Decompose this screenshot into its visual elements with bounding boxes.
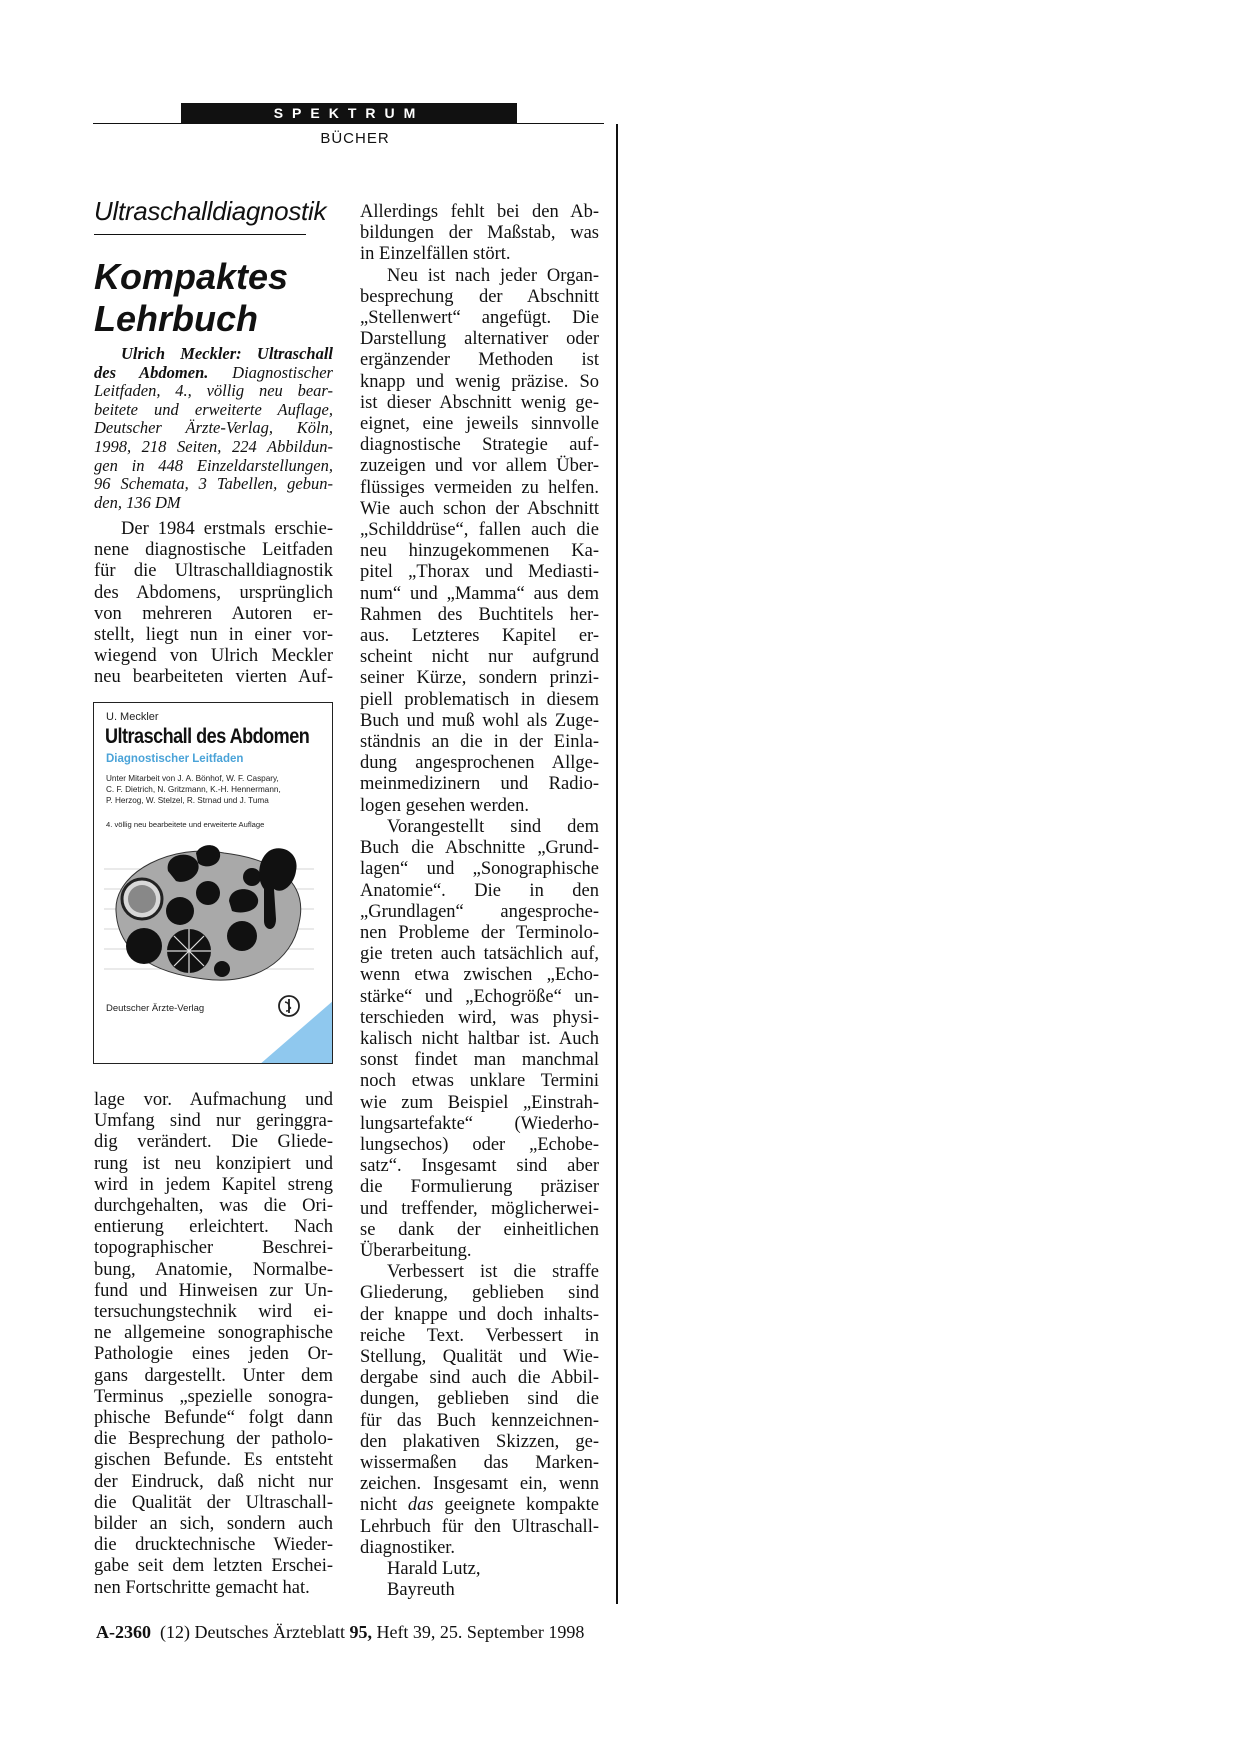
cover-contributors [106,773,326,806]
text-line: die Besprechung der patholo- [94,1429,333,1450]
page-number: (12) [160,1622,190,1642]
text-line: sonst findet man manchmal [360,1050,599,1071]
text-line: rung ist neu konzipiert und [94,1153,333,1174]
text-line: se dank der einheitlichen [360,1219,599,1240]
text-line: des Abdomens, ursprünglich [94,582,333,603]
text-line: eignet, eine jeweils sinnvolle [360,414,599,435]
biblio-line: gen in 448 Einzeldarstellungen, [94,455,333,475]
text-line: der Eindruck, daß nicht nur [94,1471,333,1492]
journal-volume: 95, [349,1622,372,1642]
text-line: Harald Lutz, [387,1559,481,1579]
text-line: lage vor. Aufmachung und [94,1090,333,1110]
cover-contributor-line: Unter Mitarbeit von J. A. Bönhof, W. F. Caspary, [106,774,279,783]
text-line: aus. Letzteres Kapitel er- [360,626,599,647]
text-line: Terminus „spezielle sonogra- [94,1386,333,1407]
text-line: wiegend von Ulrich Meckler [94,646,333,667]
text-line: gans dargestellt. Unter dem [94,1365,333,1386]
text-line: Allerdings fehlt bei den Ab- [360,202,599,222]
text-line: lungsechos) oder „Echobe- [360,1134,599,1155]
biblio-line: Leitfaden, 4., völlig neu bear- [94,381,333,401]
book-bibliography [94,345,333,512]
text-line: dig verändert. Die Gliede- [94,1132,333,1153]
text-line: neu hinzugekommenen Ka- [360,541,599,562]
text-line: gie treten auch tatsächlich auf, [360,944,599,965]
cover-title: Ultraschall des Abdomen [105,725,310,748]
text-line: Umfang sind nur geringgra- [94,1111,333,1132]
text-line: fund und Hinweisen zur Un- [94,1280,333,1301]
text-line: gabe seit dem letzten Erschei- [94,1556,333,1577]
text-line: gischen Befunde. Es entsteht [94,1450,333,1471]
cover-edition: 4. völlig neu bearbeitete und erweiterte Auflage [106,820,265,829]
book-cover-image [93,702,333,1064]
text-line: die Qualität der Ultraschall- [94,1492,333,1513]
text-line: nene diagnostische Leitfaden [94,540,333,561]
text-line [360,1495,599,1516]
text-line: lungsartefakte“ (Wiederho- [360,1113,599,1134]
text-line: Vorangestellt sind dem [387,816,599,837]
text-line: logen gesehen werden. [360,795,530,816]
journal-issue: Heft 39, 25. September 1998 [376,1622,585,1642]
cover-contributor-line: C. F. Dietrich, N. Gritzmann, K.-H. Hennermann, [106,785,281,794]
text-line: Anatomie“. Die in den [360,880,599,901]
text-line: von mehreren Autoren er- [94,603,333,624]
text-line: Der 1984 erstmals erschie- [121,519,333,539]
text-line: „Grundlagen“ angesproche- [360,901,599,922]
cover-contributor-line: P. Herzog, W. Stelzel, R. Strnad und J. Tuma [106,796,269,805]
biblio-line: 96 Schemata, 3 Tabellen, gebun- [94,474,333,494]
text-line: Bayreuth [387,1580,455,1601]
page-footer [96,1622,584,1643]
text-line: pitel „Thorax und Mediasti- [360,562,599,583]
text-line: ständnis an die in der Einla- [360,732,599,753]
text-line: seiner Kürze, sondern prinzi- [360,668,599,689]
text-line: Gliederung, geblieben sind [360,1283,599,1304]
text-line: lagen“ und „Sonographische [360,859,599,880]
text-line: wie zum Beispiel „Einstrah- [360,1092,599,1113]
text-line: flüssiges vermeiden zu helfen. [360,477,599,498]
text-line: Stellung, Qualität und Wie- [360,1346,599,1367]
text-line: stärke“ und „Echogröße“ un- [360,986,599,1007]
text-line: für das Buch kennzeichnen- [360,1410,599,1431]
text-line: dungen, geblieben sind die [360,1389,599,1410]
cover-illustration [104,841,314,991]
text-line: Buch und muß wohl als Zuge- [360,710,599,731]
headline-line: Kompaktes [94,256,289,297]
text-line: topographischer Beschrei- [94,1238,333,1259]
article-headline [94,256,354,340]
text-line: nen Fortschritte gemacht hat. [94,1577,310,1598]
text-line: die drucktechnische Wieder- [94,1535,333,1556]
text-line: Lehrbuch für den Ultraschall- [360,1516,599,1537]
text-line: neu bearbeiteten vierten Auf- [94,667,333,688]
biblio-line: beitete und erweiterte Auflage, [94,399,333,419]
text-line: knapp und wenig präzise. So [360,371,599,392]
headline-line: Lehrbuch [94,298,259,339]
text-line: noch etwas unklare Termini [360,1071,599,1092]
text-line: dung angesprochenen Allge- [360,753,599,774]
text-line: nen Probleme der Terminolo- [360,922,599,943]
text-line: in Einzelfällen stört. [360,244,511,265]
text-line: diagnostiker. [360,1537,456,1558]
text-line: kalisch nicht haltbar ist. Auch [360,1028,599,1049]
text-line: Neu ist nach jeder Organ- [387,265,599,286]
text-line: piell problematisch in diesem [360,689,599,710]
text-line: wird in jedem Kapitel streng [94,1174,333,1195]
text-line: „Stellenwert“ angefügt. Die [360,308,599,329]
text-line: scheint nicht nur aufgrund [360,647,599,668]
section-banner: SPEKTRUM [181,103,517,123]
text-line: terschieden wird, was physi- [360,1007,599,1028]
cover-subtitle: Diagnostischer Leitfaden [106,753,244,765]
text-line: ne allgemeine sonographische [94,1323,333,1344]
biblio-title-end: des Abdomen. [94,362,209,382]
text-line: Verbessert ist die straffe [387,1262,599,1283]
column-rule [616,124,618,1604]
text-line: zuzeigen und vor allem Über- [360,456,599,477]
biblio-line: Deutscher Ärzte-Verlag, Köln, [94,418,333,438]
text-line: bildungen der Maßstab, was [360,223,599,244]
body-column-1-bottom [94,1090,333,1599]
text-line: wenn etwa zwischen „Echo- [360,965,599,986]
text-line: bilder an sich, sondern auch [94,1514,333,1535]
text-line: den plakativen Skizzen, ge- [360,1431,599,1452]
text-line: ist dieser Abschnitt wenig ge- [360,392,599,413]
journal-name: Deutsches Ärzteblatt [194,1622,345,1642]
text-line: zeichen. Insgesamt ein, wenn [360,1474,599,1495]
kicker-rule [94,234,306,235]
article-kicker: Ultraschalldiagnostik [94,196,327,226]
cover-publisher: Deutscher Ärzte-Verlag [106,1003,205,1014]
text-line: satz“. Insgesamt sind aber [360,1156,599,1177]
text-line: diagnostische Strategie auf- [360,435,599,456]
cover-corner-triangle [259,1000,333,1064]
text-line: Überarbeitung. [360,1240,472,1261]
text-line: wissermaßen das Marken- [360,1452,599,1473]
text-line: tersuchungstechnik wird ei- [94,1302,333,1323]
text-line: „Schilddrüse“, fallen auch die [360,520,599,541]
text-line: Buch die Abschnitte „Grund- [360,838,599,859]
section-label: BÜCHER [320,130,390,147]
text-line: num“ und „Mamma“ aus dem [360,583,599,604]
page-code: A-2360 [96,1622,151,1642]
biblio-line: Ulrich Meckler: Ultraschall [121,344,333,363]
body-column-2 [360,202,599,1601]
emphasis: das [407,1495,434,1516]
text-line: für die Ultraschalldiagnostik [94,561,333,582]
body-column-1-top [94,519,333,689]
text-line: und treffender, möglicherwei- [360,1198,599,1219]
text-line: Wie auch schon der Abschnitt [360,498,599,519]
text-line: Darstellung alternativer oder [360,329,599,350]
text-line: bung, Anatomie, Normalbe- [94,1259,333,1280]
cover-author: U. Meckler [106,711,159,723]
text-line: ergänzender Methoden ist [360,350,599,371]
text-line: der knappe und doch inhalts- [360,1304,599,1325]
text-line: entierung erleichtert. Nach [94,1217,333,1238]
text-line: die Formulierung präziser [360,1177,599,1198]
biblio-line: den, 136 DM [94,492,181,512]
biblio-line: 1998, 218 Seiten, 224 Abbildun- [94,436,333,456]
text-fragment: nicht [360,1495,408,1516]
text-line: dergabe sind auch die Abbil- [360,1368,599,1389]
text-line: Pathologie eines jeden Or- [94,1344,333,1365]
text-line: Rahmen des Buchtitels her- [360,604,599,625]
text-line: stellt, liegt nun in einer vor- [94,625,333,646]
header-rule [93,123,604,124]
text-line: phische Befunde“ folgt dann [94,1408,333,1429]
text-line: durchgehalten, was die Ori- [94,1196,333,1217]
text-fragment: geeignete kompakte [433,1495,600,1516]
biblio-line: des Abdomen. Diagnostischer [94,362,333,382]
text-line: reiche Text. Verbessert in [360,1325,599,1346]
text-line: besprechung der Abschnitt [360,286,599,307]
text-line: meinmedizinern und Radio- [360,774,599,795]
